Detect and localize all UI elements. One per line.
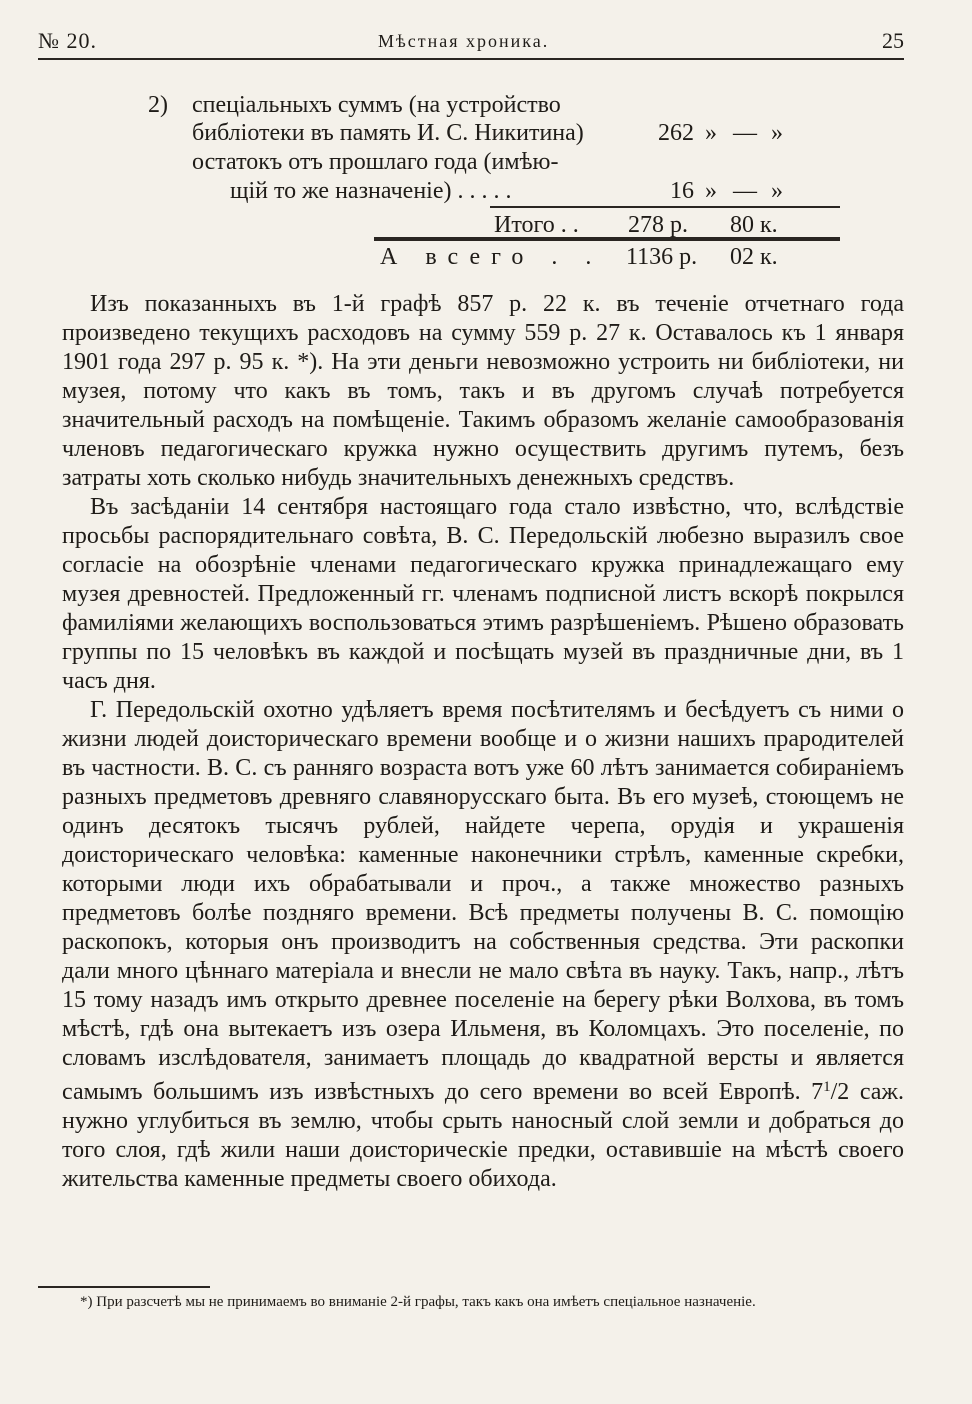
account-line-2-dash: — — [733, 120, 757, 146]
section-title: Мѣстная хроника. — [378, 31, 550, 51]
account-line-4-kop-mark: » — [771, 178, 783, 204]
paragraph-3-part-a: Г. Передольскій охотно удѣляетъ время посѣтителямъ и бесѣдуетъ съ ними о жизни людей доисторическаго времени вообще и о жизни нашихъ прародителей въ частности. В. С. съ ранняго возраста вотъ уже 60 лѣтъ занимается собираніемъ разныхъ предметовъ древняго славянорусскаго быта. Въ его музеѣ, стоющемъ не одинъ десятокъ тысячъ рублей, найдете черепа, орудія и украшенія доисторическаго человѣка: каменные наконечники стрѣлъ, каменные скребки, которыми люди ихъ обрабатывали и проч., а также множество разныхъ предметовъ болѣе поздняго времени. Всѣ предметы получены В. С. помощію раскопокъ, которыя онъ производитъ на собственныя средства. Эти раскопки дали много цѣннаго матеріала и внесли не мало свѣта въ науку. Такъ, напр., лѣтъ 15 тому назадъ имъ открыто древнее поселеніе на берегу рѣки Волхова, въ томъ мѣстѣ, гдѣ она вытекаетъ изъ озера Ильменя, въ Коломцахъ. Это поселеніе, по словамъ изслѣдователя, занимаетъ площадь до квадратной версты и является самымъ большимъ изъ извѣстныхъ до сего времени во всей Европѣ. 7 — [62, 697, 904, 1105]
issue-number: № 20. — [38, 28, 97, 53]
subtotal-rubles: 278 р. — [628, 212, 688, 238]
running-header — [38, 28, 904, 58]
account-table — [0, 84, 972, 284]
account-line-2-kop-mark: » — [771, 120, 783, 146]
page-number: 25 — [882, 28, 904, 53]
account-line-2-rub-mark: » — [705, 120, 717, 146]
fraction-numerator: 1 — [823, 1079, 831, 1095]
account-line-1: спеціальныхъ суммъ (на устройство — [192, 92, 561, 118]
paragraph-3 — [62, 696, 904, 1194]
account-line-2-amount: 262 — [658, 120, 694, 146]
account-line-2: библіотеки въ память И. С. Никитина) — [192, 120, 584, 146]
account-line-3: остатокъ отъ прошлаго года (имѣю- — [192, 149, 559, 175]
paragraph-2: Въ засѣданіи 14 сентября настоящаго года стало извѣстно, что, вслѣдствіе просьбы распорядительнаго совѣта, В. С. Передольскій любезно выразилъ свое согласіе на обозрѣніе членами педагогическаго кружка принадлежащаго ему музея древностей. Предложенный гг. членамъ подписной листъ вскорѣ покрылся фамиліями желающихъ воспользоваться этимъ разрѣшеніемъ. Рѣшено образовать группы по 15 человѣкъ въ каждой и посѣщать музей въ праздничные дни, въ 1 часъ дня. — [62, 494, 904, 694]
body-text — [62, 290, 904, 1194]
subtotal-rule — [490, 206, 840, 208]
paragraph-3-part-b: саж. нужно углубиться въ землю, чтобы срыть наносный слой земли и добраться до того слоя, гдѣ жили наши доисторическіе предки, оставившіе на мѣстѣ своего жительства каменные предметы своего обихода. — [62, 1079, 904, 1192]
account-line-4-dash: — — [733, 178, 757, 204]
account-line-4-rub-mark: » — [705, 178, 717, 204]
account-item-number: 2) — [148, 92, 168, 118]
total-label: А всего . . — [380, 244, 603, 270]
account-line-4-amount: 16 — [670, 178, 694, 204]
total-kopecks: 02 к. — [730, 244, 778, 270]
footnote-rule — [38, 1286, 210, 1288]
fraction-denominator: /2 — [830, 1079, 850, 1105]
subtotal-kopecks: 80 к. — [730, 212, 778, 238]
header-rule — [38, 58, 904, 60]
account-line-4: щій то же назначеніе) . . . . . — [230, 178, 512, 204]
paragraph-1: Изъ показанныхъ въ 1-й графѣ 857 р. 22 к. въ теченіе отчетнаго года произведено текущихъ расходовъ на сумму 559 р. 27 к. Оставалось къ 1 января 1901 года 297 р. 95 к. *). На эти деньги невозможно устроить ни библіотеки, ни музея, потому что какъ въ томъ, такъ и въ другомъ случаѣ потребуется значительный расходъ на помѣщеніе. Такимъ образомъ желаніе самообразованія членовъ педагогическаго кружка нужно осуществить другимъ путемъ, безъ затраты хоть сколько нибудь значительныхъ денежныхъ средствъ. — [62, 291, 904, 491]
footnote: *) При разсчетѣ мы не принимаемъ во вниманіе 2-й графы, такъ какъ она имѣетъ спеціальное назначеніе. — [80, 1294, 756, 1310]
subtotal-label: Итого . . — [494, 212, 579, 238]
total-rule — [374, 237, 840, 241]
total-rubles: 1136 р. — [626, 244, 698, 270]
